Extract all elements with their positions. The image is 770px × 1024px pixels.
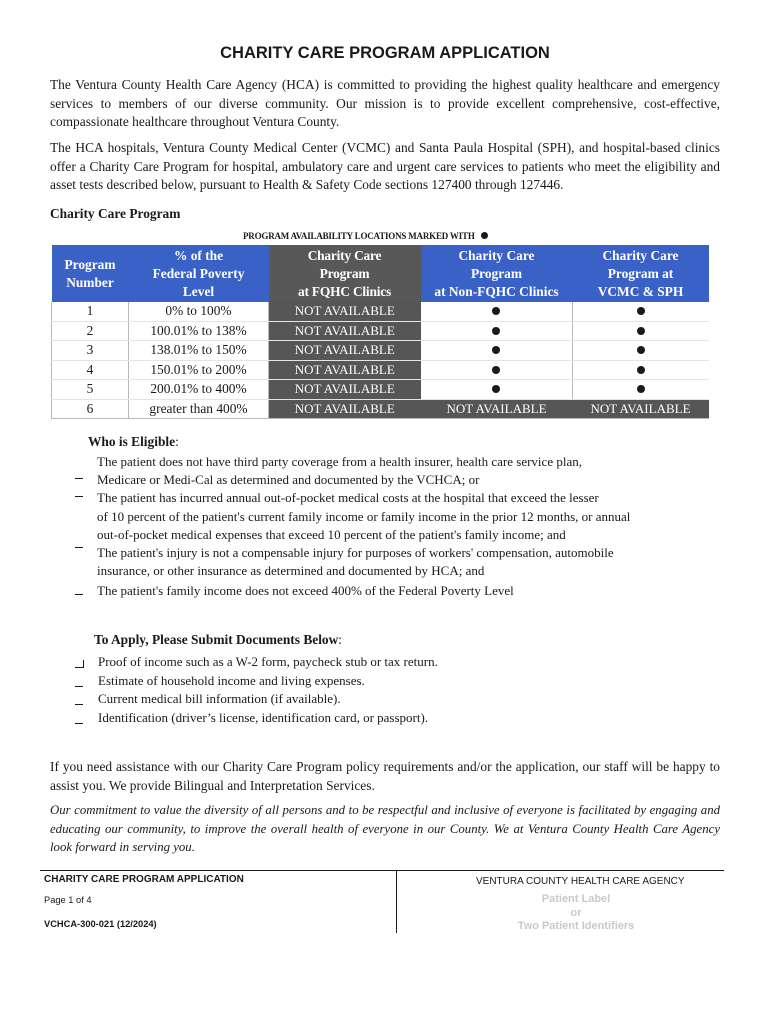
vcmc-cell xyxy=(573,341,709,361)
eligibility-line: out-of-pocket medical expenses that exceed 10 percent of the patient's family income; and xyxy=(97,526,566,542)
eligibility-heading: Who is Eligible: xyxy=(88,434,179,449)
commitment-paragraph: Our commitment to value the diversity of all persons and to be respectful and inclusive of everyone is facilitated by engaging and educating our community, to improve the overall health of everyone in our County. We at Ventura County Health Care Agency look forward in serving you. xyxy=(50,803,720,855)
apply-heading: To Apply, Please Submit Documents Below: xyxy=(94,632,343,647)
vcmc-cell xyxy=(573,321,709,341)
vcmc-cell xyxy=(573,380,709,400)
non-fqhc-cell xyxy=(421,380,573,400)
row-level: greater than 400% xyxy=(129,399,269,419)
table-row xyxy=(52,399,709,419)
checkbox-icon[interactable] xyxy=(75,679,83,687)
header-fqhc: Charity Care Program at FQHC Clinics xyxy=(269,245,421,302)
availability-note xyxy=(243,231,488,241)
intro-paragraph-1: The Ventura County Health Care Agency (HCA) is committed to providing the highest quality healthcare and emergency services to members of our diverse community. Our mission is to provide excellent comprehensive, cost-effective, compassionate healthcare throughout Ventura County. xyxy=(50,77,720,130)
checkbox-blank-icon[interactable] xyxy=(75,496,83,497)
vcmc-cell: NOT AVAILABLE xyxy=(573,399,709,419)
program-heading: Charity Care Program xyxy=(50,206,181,221)
eligibility-line: The patient's injury is not a compensable injury for purposes of workers' compensation, automobile xyxy=(50,544,690,562)
eligibility-list xyxy=(50,453,690,601)
checkbox-blank-icon[interactable] xyxy=(75,478,83,479)
checkbox-blank-icon[interactable] xyxy=(75,594,83,595)
footer-form-id: VCHCA-300-021 (12/2024) xyxy=(44,919,157,929)
available-dot-icon xyxy=(637,385,645,393)
availability-note-text: PROGRAM AVAILABILITY LOCATIONS MARKED WITH xyxy=(243,231,475,241)
row-level: 0% to 100% xyxy=(129,302,269,321)
header-vcmc: Charity Care Program at VCMC & SPH xyxy=(573,245,709,302)
non-fqhc-cell xyxy=(421,360,573,380)
non-fqhc-cell: NOT AVAILABLE xyxy=(421,399,573,419)
patient-label-placeholder: Patient Label or Two Patient Identifiers xyxy=(517,893,635,932)
eligibility-line: The patient does not have third party coverage from a health insurer, health care service plan, xyxy=(97,454,582,469)
checkbox-icon[interactable] xyxy=(75,660,84,668)
row-number: 4 xyxy=(52,360,129,380)
eligibility-line: of 10 percent of the patient's current family income or family income in the prior 12 months, or annual xyxy=(97,508,631,524)
available-dot-icon xyxy=(637,346,645,354)
fqhc-cell: NOT AVAILABLE xyxy=(269,380,421,400)
available-dot-icon xyxy=(637,327,645,335)
row-number: 2 xyxy=(52,321,129,341)
eligibility-line: insurance, or other insurance as determined and documented by HCA; and xyxy=(97,563,485,579)
apply-item: Identification (driver’s license, identification card, or passport). xyxy=(50,709,438,728)
checkbox-icon[interactable] xyxy=(75,716,83,724)
table-row xyxy=(52,341,709,361)
vcmc-cell xyxy=(573,302,709,321)
apply-item: Current medical bill information (if available). xyxy=(50,690,438,709)
eligibility-line: The patient has incurred annual out-of-pocket medical costs at the hospital that exceed the lesser xyxy=(50,489,690,507)
non-fqhc-cell xyxy=(421,341,573,361)
row-number: 5 xyxy=(52,380,129,400)
eligibility-line: Medicare or Medi-Cal as determined and documented by the VCHCA; or xyxy=(50,471,690,489)
page-title: CHARITY CARE PROGRAM APPLICATION xyxy=(220,44,550,62)
available-dot-icon xyxy=(492,346,500,354)
table-row xyxy=(52,380,709,400)
row-level: 138.01% to 150% xyxy=(129,341,269,361)
apply-list xyxy=(50,653,438,727)
available-dot-icon xyxy=(492,307,500,315)
row-level: 100.01% to 138% xyxy=(129,321,269,341)
row-number: 3 xyxy=(52,341,129,361)
table-row xyxy=(52,321,709,341)
row-level: 150.01% to 200% xyxy=(129,360,269,380)
available-dot-icon xyxy=(637,366,645,374)
bullet-dot-icon xyxy=(481,232,488,239)
eligibility-line: The patient's family income does not exceed 400% of the Federal Poverty Level xyxy=(50,582,690,600)
non-fqhc-cell xyxy=(421,302,573,321)
non-fqhc-cell xyxy=(421,321,573,341)
footer-form-title: CHARITY CARE PROGRAM APPLICATION xyxy=(44,874,244,885)
fqhc-cell: NOT AVAILABLE xyxy=(269,302,421,321)
row-number: 1 xyxy=(52,302,129,321)
fqhc-cell: NOT AVAILABLE xyxy=(269,399,421,419)
footer-divider xyxy=(396,871,397,933)
program-table xyxy=(51,245,709,419)
header-fpl: % of the Federal Poverty Level xyxy=(129,245,269,302)
row-number: 6 xyxy=(52,399,129,419)
checkbox-blank-icon[interactable] xyxy=(75,547,83,548)
header-program-number: Program Number xyxy=(52,245,129,302)
page-footer xyxy=(40,870,724,933)
available-dot-icon xyxy=(492,385,500,393)
apply-item: Estimate of household income and living expenses. xyxy=(50,672,438,691)
fqhc-cell: NOT AVAILABLE xyxy=(269,341,421,361)
table-row xyxy=(52,360,709,380)
row-level: 200.01% to 400% xyxy=(129,380,269,400)
checkbox-icon[interactable] xyxy=(75,697,83,705)
fqhc-cell: NOT AVAILABLE xyxy=(269,360,421,380)
footer-agency: VENTURA COUNTY HEALTH CARE AGENCY xyxy=(476,876,685,887)
header-non-fqhc: Charity Care Program at Non-FQHC Clinics xyxy=(421,245,573,302)
table-row xyxy=(52,302,709,321)
assistance-paragraph: If you need assistance with our Charity Care Program policy requirements and/or the application, our staff will be happy to assist you. We provide Bilingual and Interpretation Services. xyxy=(50,759,720,793)
footer-page-number: Page 1 of 4 xyxy=(44,895,92,905)
apply-item: Proof of income such as a W-2 form, paycheck stub or tax return. xyxy=(50,653,438,672)
fqhc-cell: NOT AVAILABLE xyxy=(269,321,421,341)
intro-paragraph-2: The HCA hospitals, Ventura County Medical Center (VCMC) and Santa Paula Hospital (SPH), and hospital-based clinics offer a Charity Care Program for hospital, ambulatory care and urgent care services to patients who meet the eligibility and asset tests described below, pursuant to Health & Safety Code sections 127400 through 127446. xyxy=(50,140,720,193)
vcmc-cell xyxy=(573,360,709,380)
available-dot-icon xyxy=(492,327,500,335)
available-dot-icon xyxy=(637,307,645,315)
available-dot-icon xyxy=(492,366,500,374)
